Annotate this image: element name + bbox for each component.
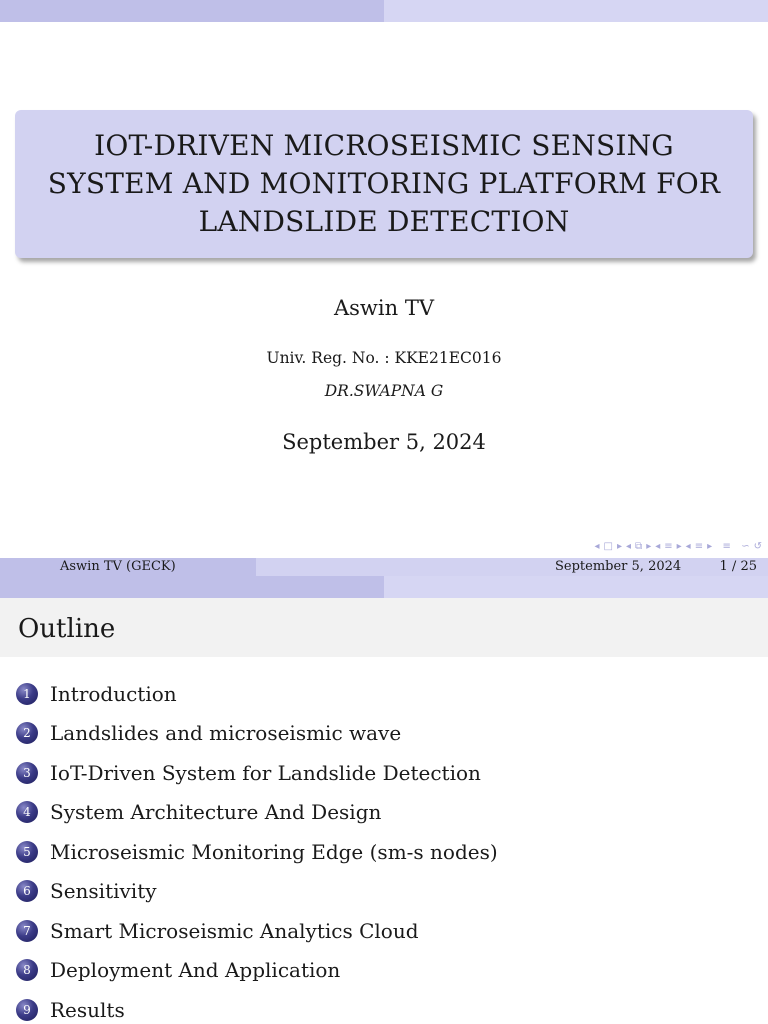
nav-subsection-icon[interactable]: ⧉ xyxy=(635,540,643,552)
outline-item-label: Microseismic Monitoring Edge (sm-s nodes) xyxy=(50,839,498,864)
nav-prev-section-icon[interactable]: ◂ xyxy=(685,540,691,552)
title-line: IOT-DRIVEN MICROSEISMIC SENSING xyxy=(94,129,674,162)
author-name: Aswin TV xyxy=(333,296,434,320)
nav-next-frame-icon[interactable]: ▸ xyxy=(616,540,623,552)
nav-prev-subsection-icon[interactable]: ◂ xyxy=(626,540,632,552)
section-number-ball-icon: 8 xyxy=(16,959,38,981)
nav-frame-icon[interactable]: □ xyxy=(603,540,613,552)
header-bar-left xyxy=(0,576,384,598)
outline-item[interactable] xyxy=(16,951,498,991)
section-number-ball-icon: 4 xyxy=(16,801,38,823)
title-line: SYSTEM AND MONITORING PLATFORM FOR xyxy=(47,167,721,200)
nav-document-icon[interactable]: ≡ xyxy=(716,540,738,552)
nav-next-section-icon[interactable]: ▸ xyxy=(707,540,713,552)
supervisor-name: DR.SWAPNA G xyxy=(324,382,444,400)
outline-item[interactable] xyxy=(16,753,498,793)
outline-item-label: Results xyxy=(50,997,125,1022)
header-bar xyxy=(0,0,768,22)
section-number-ball-icon: 7 xyxy=(16,920,38,942)
outline-item-label: Landslides and microseismic wave xyxy=(50,721,402,746)
outline-item-label: IoT-Driven System for Landslide Detection xyxy=(50,760,481,785)
title-box xyxy=(15,110,753,258)
outline-item[interactable] xyxy=(16,990,498,1024)
nav-back-icon[interactable]: ↺ xyxy=(753,540,762,552)
outline-item[interactable] xyxy=(16,714,498,754)
section-number-ball-icon: 3 xyxy=(16,762,38,784)
frame-title: Outline xyxy=(18,614,116,644)
outline-list xyxy=(16,674,498,1024)
outline-item[interactable] xyxy=(16,832,498,872)
footer-left xyxy=(0,558,256,576)
nav-section-icon[interactable]: ≡ xyxy=(664,540,673,552)
outline-item-label: Introduction xyxy=(50,681,177,706)
footer-author: Aswin TV (GECK) xyxy=(60,559,176,574)
title-line: LANDSLIDE DETECTION xyxy=(198,205,570,238)
nav-next-subsection-icon[interactable]: ▸ xyxy=(646,540,652,552)
footer-bar xyxy=(0,558,768,576)
outline-slide xyxy=(0,576,768,1024)
header-bar-right xyxy=(384,0,768,22)
outline-item[interactable] xyxy=(16,793,498,833)
nav-prev-frame-icon[interactable]: ◂ xyxy=(594,540,600,552)
section-number-ball-icon: 1 xyxy=(16,683,38,705)
header-bar-right xyxy=(384,576,768,598)
nav-search-icon[interactable]: ∽ xyxy=(741,540,750,552)
presentation-title xyxy=(48,127,720,241)
nav-prev-section-icon[interactable]: ◂ xyxy=(655,540,661,552)
footer-right xyxy=(512,558,768,576)
outline-item-label: System Architecture And Design xyxy=(50,800,382,825)
nav-section-icon[interactable]: ≡ xyxy=(694,540,704,552)
outline-item-label: Smart Microseismic Analytics Cloud xyxy=(50,918,419,943)
section-number-ball-icon: 5 xyxy=(16,841,38,863)
beamer-navigation xyxy=(595,539,763,553)
outline-item-label: Sensitivity xyxy=(50,879,157,904)
section-number-ball-icon: 6 xyxy=(16,880,38,902)
header-bar-left xyxy=(0,0,384,22)
presentation-date: September 5, 2024 xyxy=(282,430,486,454)
footer-date: September 5, 2024 xyxy=(555,559,682,574)
outline-item[interactable] xyxy=(16,911,498,951)
section-number-ball-icon: 9 xyxy=(16,999,38,1021)
outline-item-label: Deployment And Application xyxy=(50,958,341,983)
outline-item[interactable] xyxy=(16,674,498,714)
footer-middle xyxy=(256,558,512,576)
header-bar xyxy=(0,576,768,598)
registration-number: Univ. Reg. No. : KKE21EC016 xyxy=(266,349,502,367)
section-number-ball-icon: 2 xyxy=(16,722,38,744)
footer-page-number: 1 / 25 xyxy=(719,559,757,574)
outline-item[interactable] xyxy=(16,872,498,912)
nav-next-section-icon[interactable]: ▸ xyxy=(676,540,682,552)
